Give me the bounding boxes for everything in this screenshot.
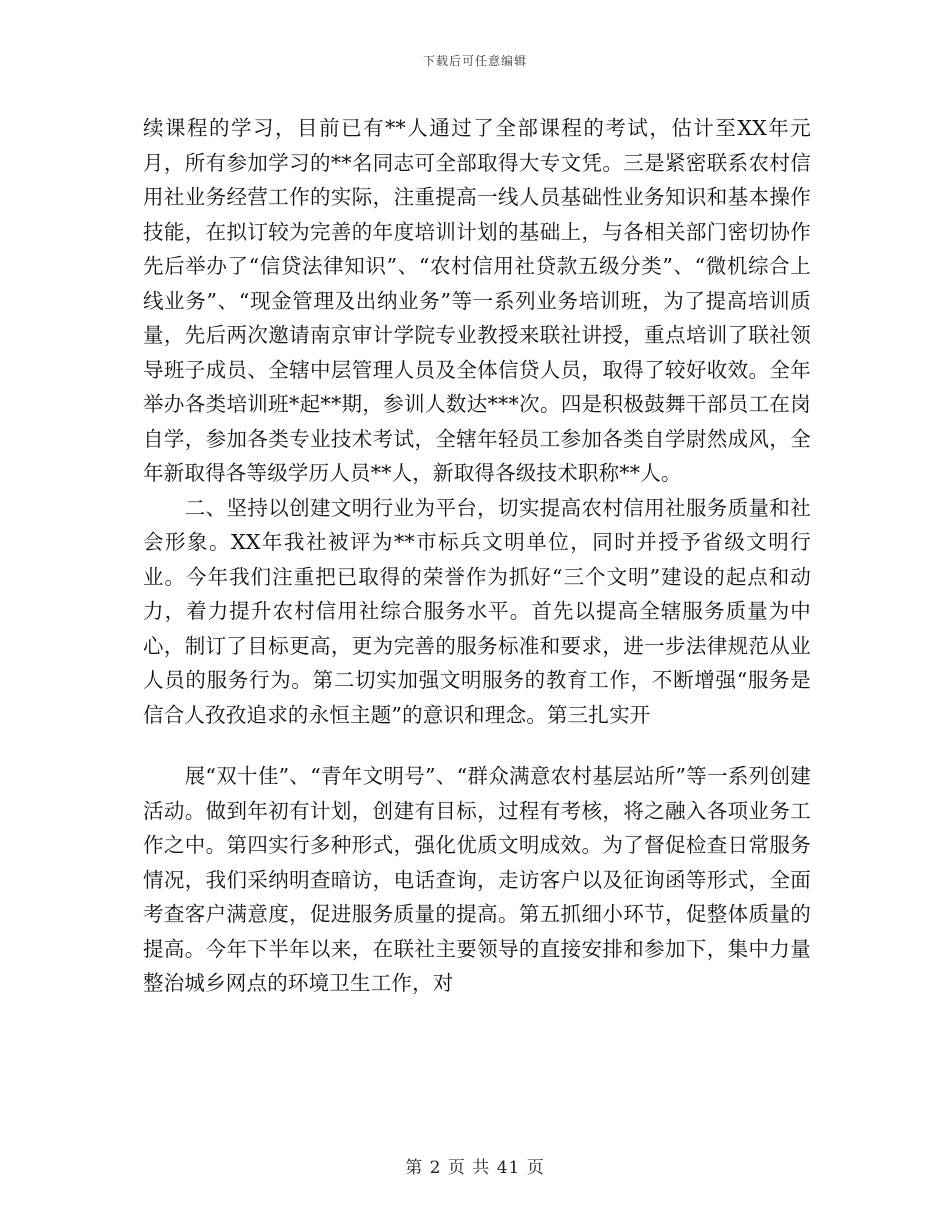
paragraph-section-two-continued: 展“双十佳”、“青年文明号”、“群众满意农村基层站所”等一系列创建活动。做到年初有计划，创建有目标，过程有考核，将之融入各项业务工作之中。第四实行多种形式，强化优质文明成效。为了督促检查日常服务情况，我们采纳明查暗访，电话查询，走访客户以及征询函等形式，全面考查客户满意度，促进服务质量的提高。第五抓细小环节，促整体质量的提高。今年下半年以来，在联社主要领导的直接安排和参加下，集中力量整治城乡网点的环境卫生工作，对 [143,764,811,995]
page-footer-page-number: 第 2 页 共 41 页 [405,1158,545,1178]
paragraph-continuation: 续课程的学习，目前已有**人通过了全部课程的考试，估计至XX年元月，所有参加学习的**名同志可全部取得大专文凭。三是紧密联系农村信用社业务经营工作的实际，注重提高一线人员基础性业务知识和基本操作技能，在拟订较为完善的年度培训计划的基础上，与各相关部门密切协作先后举办了“信贷法律知识”、“农村信用社贷款五级分类”、“微机综合上线业务”、“现金管理及出纳业务”等一系列业务培训班，为了提高培训质量，先后两次邀请南京审计学院专业教授来联社讲授，重点培训了联社领导班子成员、全辖中层管理人员及全体信贷人员，取得了较好收效。全年举办各类培训班*起**期，参训人数达***次。四是积极鼓舞干部员工在岗自学，参加各类专业技术考试，全辖年轻员工参加各类自学尉然成风，全年新取得各等级学历人员**人，新取得各级技术职称**人。 [143,116,811,485]
document-body [143,111,811,1001]
paragraph-section-two: 二、坚持以创建文明行业为平台，切实提高农村信用社服务质量和社会形象。XX年我社被评为**市标兵文明单位，同时并授予省级文明行业。今年我们注重把已取得的荣誉作为抓好“三个文明”建设的起点和动力，着力提升农村信用社综合服务水平。首先以提高全辖服务质量为中心，制订了目标更高，更为完善的服务标准和要求，进一步法律规范从业人员的服务行为。第二切实加强文明服务的教育工作，不断增强“服务是信合人孜孜追求的永恒主题”的意识和理念。第三扎实开 [143,495,811,727]
page-header: 下载后可任意编辑 [422,54,527,68]
